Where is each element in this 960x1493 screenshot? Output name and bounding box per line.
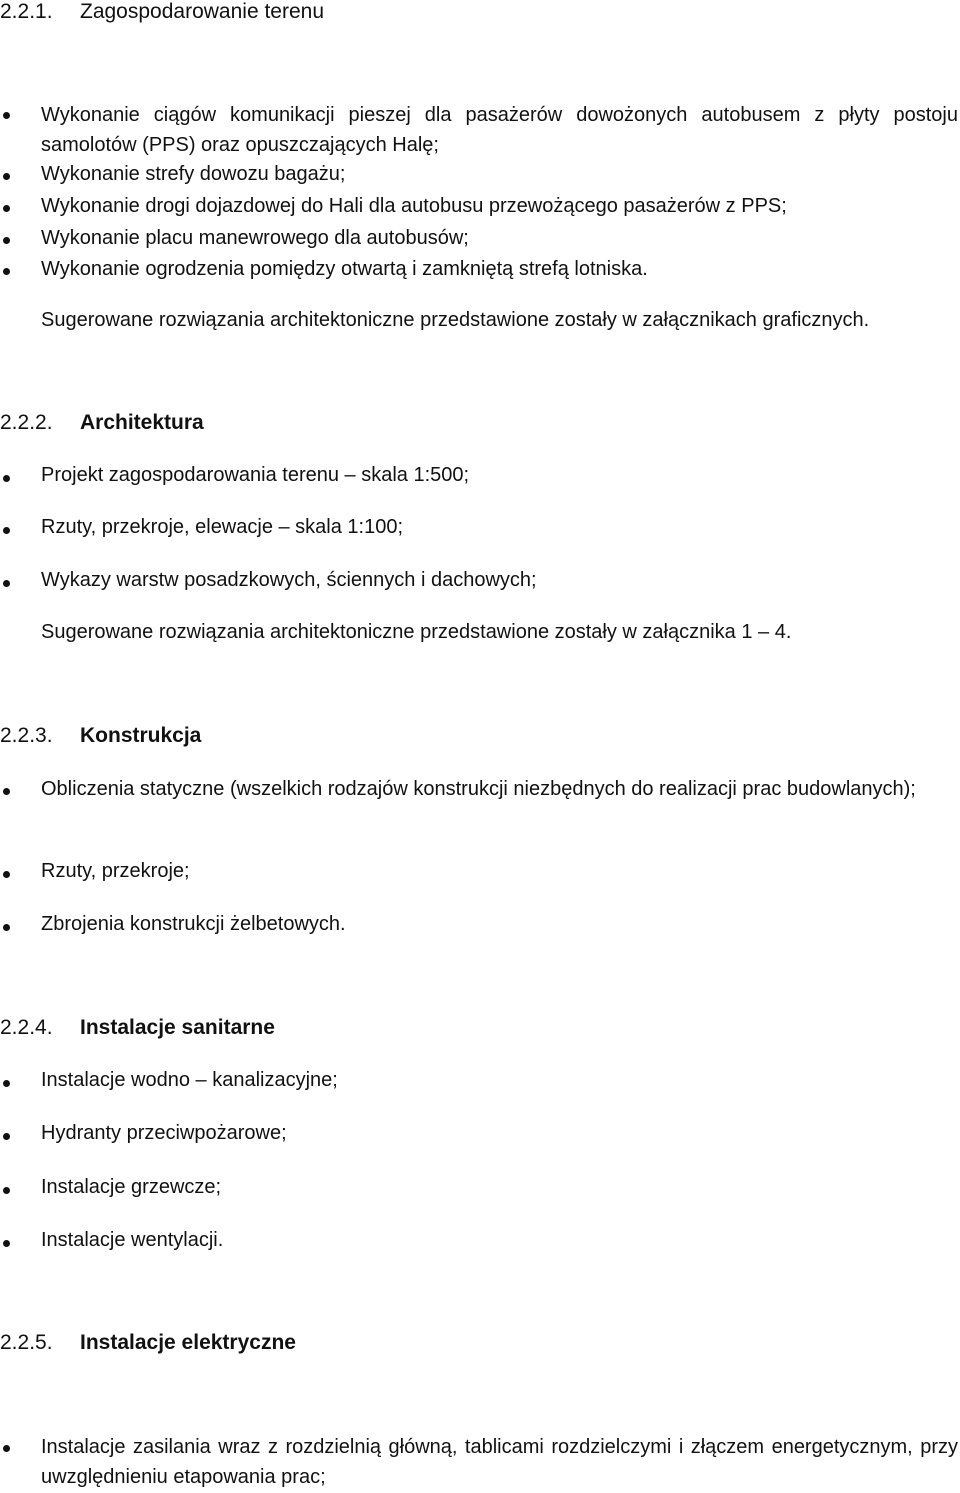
section-title: Architektura xyxy=(80,411,204,434)
list-item: Wykonanie drogi dojazdowej do Hali dla autobusu przewożącego pasażerów z PPS; xyxy=(41,195,787,217)
section-number: 2.2.5. xyxy=(0,1331,53,1354)
list-item-text: Wykonanie ciągów komunikacji pieszej dla pasażerów dowożonych autobusem z płyty postoju samolotów (PPS) oraz opuszczających Halę; xyxy=(41,100,958,160)
list-item: Obliczenia statyczne (wszelkich rodzajów konstrukcji niezbędnych do realizacji prac budowlanych); xyxy=(41,778,916,800)
list-item: Rzuty, przekroje, elewacje – skala 1:100; xyxy=(41,516,404,538)
list-item: Zbrojenia konstrukcji żelbetowych. xyxy=(41,913,346,935)
section-heading-2-2-2 xyxy=(0,411,204,435)
bullet-icon xyxy=(3,112,10,119)
section-heading-2-2-4 xyxy=(0,1016,275,1040)
list-item: Instalacje grzewcze; xyxy=(41,1176,222,1198)
bullet-icon xyxy=(3,475,10,482)
bullet-icon xyxy=(3,1080,10,1087)
section-heading-2-2-3 xyxy=(0,724,201,748)
section-note: Sugerowane rozwiązania architektoniczne przedstawione zostały w załącznikach graficznych. xyxy=(41,309,870,331)
bullet-icon xyxy=(3,1133,10,1140)
section-title: Zagospodarowanie terenu xyxy=(80,0,325,23)
bullet-icon xyxy=(3,580,10,587)
bullet-icon xyxy=(3,173,10,180)
list-item-wrapped xyxy=(41,100,958,160)
list-item: Hydranty przeciwpożarowe; xyxy=(41,1122,287,1144)
section-title: Instalacje sanitarne xyxy=(80,1016,275,1039)
bullet-icon xyxy=(3,924,10,931)
section-heading-2-2-1 xyxy=(0,0,324,24)
list-item: Wykonanie ogrodzenia pomiędzy otwartą i zamkniętą strefą lotniska. xyxy=(41,258,648,280)
bullet-icon xyxy=(3,205,10,212)
section-number: 2.2.2. xyxy=(0,411,53,434)
bullet-icon xyxy=(3,788,10,795)
bullet-icon xyxy=(3,237,10,244)
section-title: Instalacje elektryczne xyxy=(80,1331,296,1354)
bullet-icon xyxy=(3,1187,10,1194)
bullet-icon xyxy=(3,1445,10,1452)
list-item: Rzuty, przekroje; xyxy=(41,860,190,882)
list-item: Wykazy warstw posadzkowych, ściennych i dachowych; xyxy=(41,569,537,591)
list-item: Instalacje zasilania wraz z rozdzielnią główną, tablicami rozdzielczymi i złączem energetycznym, przy uwzględnieniu etapowania prac; xyxy=(41,1436,958,1488)
list-item: Wykonanie strefy dowozu bagażu; xyxy=(41,163,346,185)
bullet-icon xyxy=(3,1240,10,1247)
section-heading-2-2-5 xyxy=(0,1331,296,1355)
section-number: 2.2.1. xyxy=(0,0,53,23)
section-number: 2.2.4. xyxy=(0,1016,53,1039)
bullet-icon xyxy=(3,527,10,534)
list-item: Wykonanie placu manewrowego dla autobusów; xyxy=(41,227,469,249)
list-item: Instalacje wentylacji. xyxy=(41,1229,224,1251)
list-item: Instalacje wodno – kanalizacyjne; xyxy=(41,1069,338,1091)
section-title: Konstrukcja xyxy=(80,724,202,747)
section-number: 2.2.3. xyxy=(0,724,53,747)
bullet-icon xyxy=(3,871,10,878)
list-item: Projekt zagospodarowania terenu – skala 1:500; xyxy=(41,464,470,486)
section-note: Sugerowane rozwiązania architektoniczne przedstawione zostały w załącznika 1 – 4. xyxy=(41,621,792,643)
bullet-icon xyxy=(3,268,10,275)
